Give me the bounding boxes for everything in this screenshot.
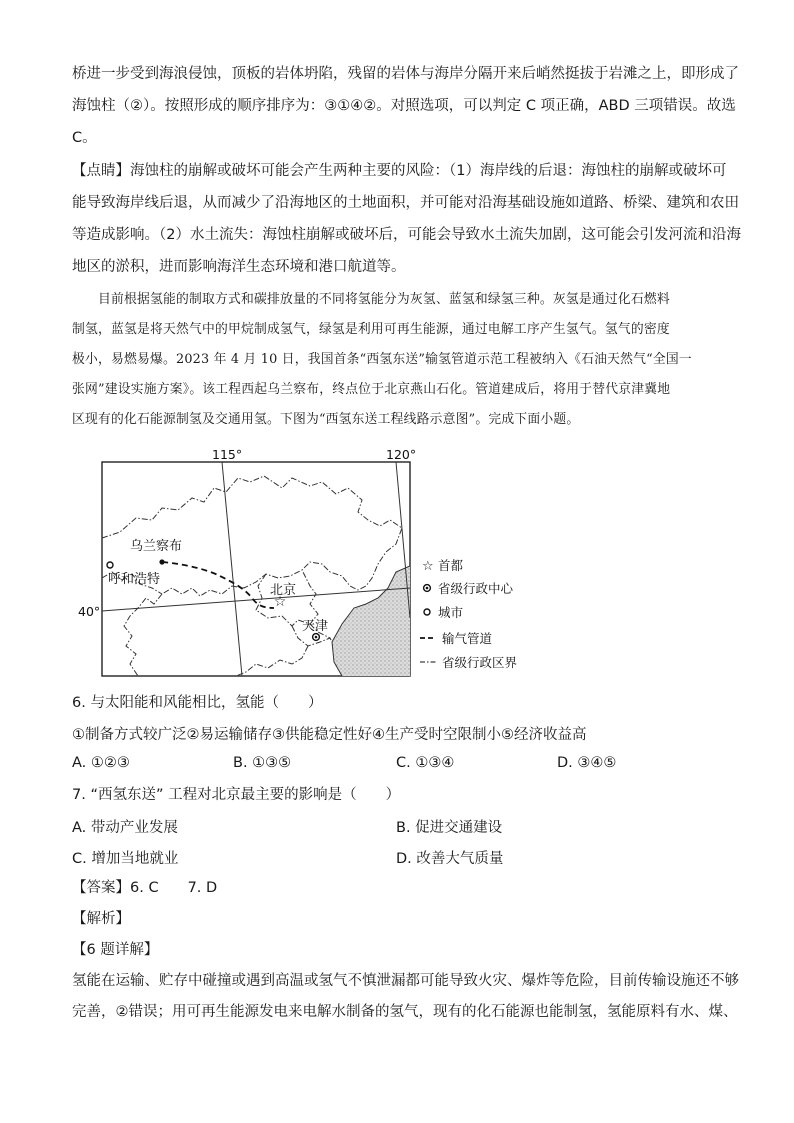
- beijing-label: 北京: [270, 583, 297, 598]
- lon-120-label: 120°: [386, 447, 417, 462]
- text-line: 能导致海岸线后退，从而减少了沿海地区的土地面积，并可能对沿海基础设施如道路、桥梁、建筑和农田: [72, 195, 739, 211]
- legend-pipeline: 输气管道: [442, 631, 493, 646]
- q7-option-d[interactable]: D. 改善大气质量: [396, 851, 504, 867]
- passage-line: 极小，易燃易爆。2023 年 4 月 10 日，我国首条“西氢东送”输氢管道示范工程被纳入《石油天然气“全国一: [72, 352, 692, 367]
- pipeline-map: [78, 447, 531, 680]
- question-7: 7. “西氢东送” 工程对北京最主要的影响是（ ）: [72, 787, 401, 803]
- analysis-heading: 【解析】: [72, 911, 130, 927]
- legend-provincial: 省级行政中心: [438, 581, 514, 596]
- legend-star-icon: ☆: [422, 559, 434, 574]
- text-line: 海蚀柱（②）。按照形成的顺序排序为：③①④②。对照选项，可以判定 C 项正确，ABD 三项错误。故选: [72, 98, 736, 114]
- text-line: C。: [72, 130, 97, 146]
- explanation-line: 氢能在运输、贮存中碰撞或遇到高温或氢气不慎泄漏都可能导致火灾、爆炸等危险，目前传输设施还不够: [72, 973, 739, 989]
- q6-option-b[interactable]: B. ①③⑤: [233, 755, 292, 771]
- text-line: 地区的淤积，进而影响海洋生态环境和港口航道等。: [72, 259, 406, 275]
- beijing-capital-star: ☆: [273, 594, 287, 610]
- lat-40-label: 40°: [78, 604, 101, 619]
- huhehaote-marker: [107, 562, 113, 568]
- answer-line: 【答案】6. C 7. D: [72, 880, 218, 896]
- province-boundary: [256, 570, 318, 626]
- q6-option-a[interactable]: A. ①②③: [72, 755, 130, 771]
- question-6: 6. 与太阳能和风能相比，氢能（ ）: [72, 695, 323, 711]
- wulanchabu-marker: [159, 559, 164, 564]
- legend-city-icon: [424, 609, 430, 615]
- q7-option-a[interactable]: A. 带动产业发展: [72, 820, 178, 836]
- lon-115-label: 115°: [212, 447, 243, 462]
- passage-line: 目前根据氢能的制取方式和碳排放量的不同将氢能分为灰氢、蓝氢和绿氢三种。灰氢是通过化石燃料: [98, 292, 670, 307]
- legend-capital: 首都: [438, 558, 464, 573]
- legend-boundary: 省级行政区界: [442, 655, 518, 670]
- passage-line: 张网”建设实施方案》。该工程西起乌兰察布，终点位于北京燕山石化。管道建成后，将用于替代京津冀地: [72, 382, 671, 397]
- tianjin-label: 天津: [302, 619, 329, 634]
- detail-6-heading: 【6 题详解】: [72, 942, 159, 958]
- legend-city: 城市: [438, 605, 464, 620]
- text-line: 【点睛】海蚀柱的崩解或破坏可能会产生两种主要的风险：（1）海岸线的后退：海蚀柱的崩解或破坏可: [72, 163, 727, 179]
- text-line: 桥进一步受到海浪侵蚀，顶板的岩体坍陷，残留的岩体与海岸分隔开来后峭然挺拔于岩滩之上，即形成了: [72, 66, 739, 82]
- province-boundary: [124, 594, 162, 676]
- wulanchabu-label: 乌兰察布: [130, 539, 183, 554]
- meridian-115: [222, 462, 242, 676]
- passage-line: 区现有的化石能源制氢及交通用氢。下图为“西氢东送工程线路示意图”。完成下面小题。: [72, 412, 580, 427]
- q6-option-c[interactable]: C. ①③④: [396, 755, 455, 771]
- q7-option-c[interactable]: C. 增加当地就业: [72, 851, 179, 867]
- huhehaote-label: 呼和浩特: [108, 572, 161, 587]
- pipeline-route: [162, 562, 274, 608]
- q7-option-b[interactable]: B. 促进交通建设: [396, 820, 503, 836]
- province-boundary: [236, 646, 308, 676]
- text-line: 等造成影响。（2）水土流失：海蚀柱崩解或破坏后，可能会导致水土流失加剧，这可能会引发河流和沿海: [72, 227, 741, 243]
- explanation-line: 完善，②错误；用可再生能源发电来电解水制备的氢气，现有的化石能源也能制氢，氢能原料有水、煤、: [72, 1004, 738, 1020]
- passage-line: 制氢，蓝氢是将天然气中的甲烷制成氢气，绿氢是利用可再生能源，通过电解工序产生氢气。氢气的密度: [72, 322, 670, 337]
- question-6-items: ①制备方式较广泛②易运输储存③供能稳定性好④生产受时空限制小⑤经济收益高: [72, 727, 587, 743]
- q6-option-d[interactable]: D. ③④⑤: [557, 755, 617, 771]
